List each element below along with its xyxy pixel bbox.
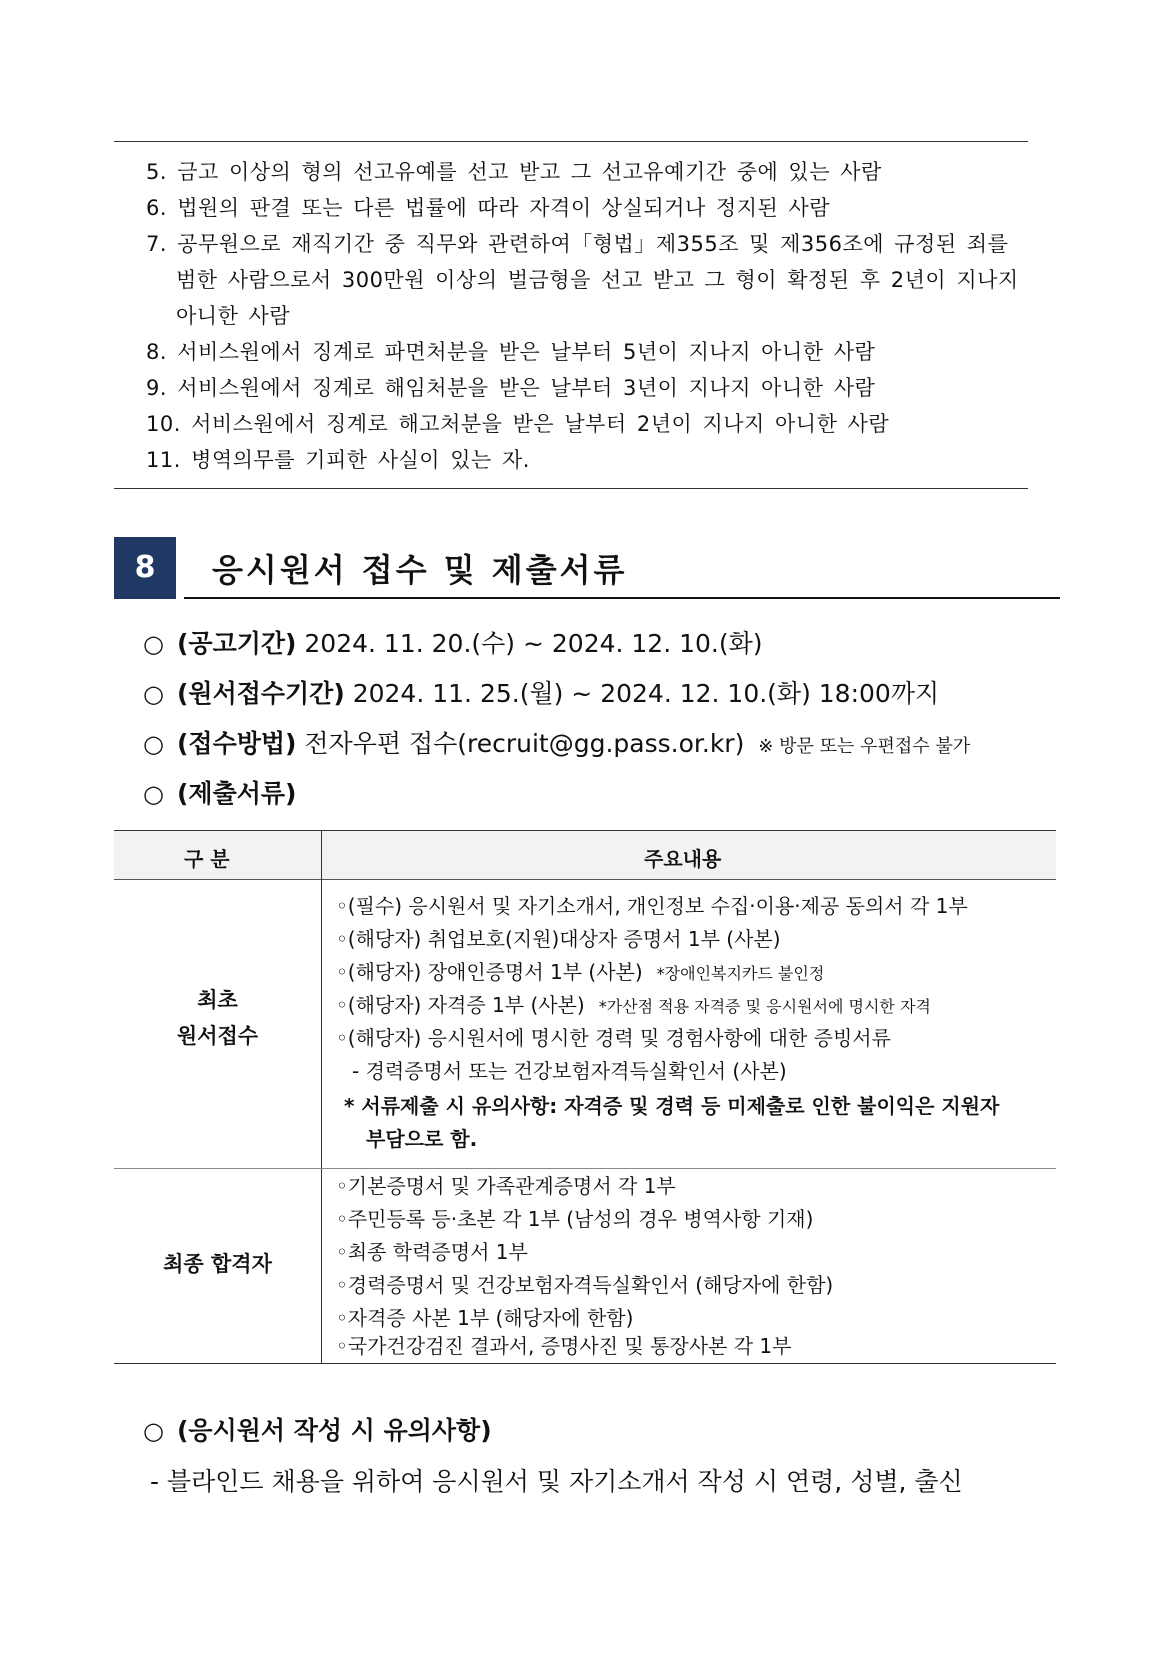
header-category: 구 분	[184, 847, 230, 871]
disqualification-item-5: 5. 금고 이상의 형의 선고유예를 선고 받고 그 선고유예기간 중에 있는 사람	[146, 160, 882, 184]
row-final-passer-label: 최종 합격자	[163, 1252, 272, 1276]
table-bottom-border	[114, 1363, 1056, 1364]
row-initial-application-label-2: 원서접수	[176, 1024, 259, 1048]
submission-caution-cont: 부담으로 함.	[366, 1127, 478, 1151]
bullet-application-caution	[143, 1411, 492, 1451]
circle-bullet-icon: ○	[143, 1417, 164, 1445]
section-title: 응시원서 접수 및 제출서류	[212, 551, 628, 589]
blind-hiring-note: - 블라인드 채용을 위하여 응시원서 및 자기소개서 작성 시 연령, 성별, 출신	[150, 1467, 963, 1496]
initial-doc-item-6: - 경력증명서 또는 건강보험자격득실확인서 (사본)	[352, 1059, 787, 1083]
final-doc-item-5: ◦자격증 사본 1부 (해당자에 한함)	[336, 1306, 634, 1330]
required-documents-label: (제출서류)	[177, 779, 297, 808]
submission-caution: * 서류제출 시 유의사항: 자격증 및 경력 등 미제출로 인한 불이익은 지원자	[344, 1094, 1000, 1118]
final-doc-item-6: ◦국가건강검진 결과서, 증명사진 및 통장사본 각 1부	[336, 1334, 792, 1358]
disqualification-item-8: 8. 서비스원에서 징계로 파면처분을 받은 날부터 5년이 지나지 아니한 사람	[146, 340, 876, 364]
table-column-divider	[321, 830, 322, 1364]
final-doc-item-1: ◦기본증명서 및 가족관계증명서 각 1부	[336, 1174, 676, 1198]
initial-doc-item-3: ◦(해당자) 장애인증명서 1부 (사본) *장애인복지카드 불인정	[336, 960, 825, 984]
disqualification-item-7-cont: 범한 사람으로서 300만원 이상의 벌금형을 선고 받고 그 형이 확정된 후 2년이 지나지	[176, 268, 1019, 292]
header-main-contents: 주요내용	[644, 847, 722, 871]
final-doc-item-4: ◦경력증명서 및 건강보험자격득실확인서 (해당자에 한함)	[336, 1273, 834, 1297]
disqualification-item-9: 9. 서비스원에서 징계로 해임처분을 받은 날부터 3년이 지나지 아니한 사람	[146, 376, 876, 400]
section-underline	[184, 597, 1060, 599]
section-number-badge: 8	[114, 537, 176, 599]
documents-table	[114, 830, 1056, 1364]
receipt-method-note: ※ 방문 또는 우편접수 불가	[758, 736, 971, 757]
receipt-method-label: (접수방법)	[177, 729, 297, 758]
disability-card-note: *장애인복지카드 불인정	[656, 964, 825, 983]
table-row-divider	[114, 1168, 1056, 1169]
row-initial-application-label-1: 최초	[197, 988, 238, 1012]
announcement-period-label: (공고기간)	[177, 629, 297, 658]
circle-bullet-icon: ○	[143, 780, 164, 808]
circle-bullet-icon: ○	[143, 680, 164, 708]
disqualification-item-7: 7. 공무원으로 재직기간 중 직무와 관련하여「형법」제355조 및 제356조에 규정된 죄를	[146, 232, 1009, 256]
disqualification-list	[114, 141, 1028, 489]
bullet-announcement-period	[143, 624, 763, 664]
final-doc-item-3: ◦최종 학력증명서 1부	[336, 1240, 528, 1264]
circle-bullet-icon: ○	[143, 730, 164, 758]
bullet-required-documents	[143, 774, 296, 814]
receipt-period-value: 2024. 11. 25.(월) ~ 2024. 12. 10.(화) 18:00까지	[352, 679, 940, 708]
initial-doc-item-4: ◦(해당자) 자격증 1부 (사본) *가산점 적용 자격증 및 응시원서에 명시한 자격	[336, 993, 931, 1017]
disqualification-item-6: 6. 법원의 판결 또는 다른 법률에 따라 자격이 상실되거나 정지된 사람	[146, 196, 831, 220]
final-doc-item-2: ◦주민등록 등·초본 각 1부 (남성의 경우 병역사항 기재)	[336, 1207, 814, 1231]
initial-doc-item-1: ◦(필수) 응시원서 및 자기소개서, 개인정보 수집·이용·제공 동의서 각 1부	[336, 894, 968, 918]
disqualification-item-10: 10. 서비스원에서 징계로 해고처분을 받은 날부터 2년이 지나지 아니한 사람	[146, 412, 890, 436]
bullet-receipt-method	[143, 724, 970, 767]
certificate-note: *가산점 적용 자격증 및 응시원서에 명시한 자격	[598, 997, 931, 1016]
receipt-method-value: 전자우편 접수(recruit@gg.pass.or.kr)	[304, 729, 745, 758]
circle-bullet-icon: ○	[143, 630, 164, 658]
initial-doc-item-2: ◦(해당자) 취업보호(지원)대상자 증명서 1부 (사본)	[336, 927, 781, 951]
disqualification-item-7-cont2: 아니한 사람	[176, 304, 291, 328]
bullet-receipt-period	[143, 674, 939, 714]
disqualification-item-11: 11. 병역의무를 기피한 사실이 있는 자.	[146, 448, 530, 472]
receipt-period-label: (원서접수기간)	[177, 679, 345, 708]
section-heading	[114, 537, 1060, 599]
initial-doc-item-5: ◦(해당자) 응시원서에 명시한 경력 및 경험사항에 대한 증빙서류	[336, 1026, 891, 1050]
announcement-period-value: 2024. 11. 20.(수) ~ 2024. 12. 10.(화)	[304, 629, 763, 658]
table-header	[114, 830, 1056, 880]
application-caution-label: (응시원서 작성 시 유의사항)	[177, 1416, 492, 1445]
